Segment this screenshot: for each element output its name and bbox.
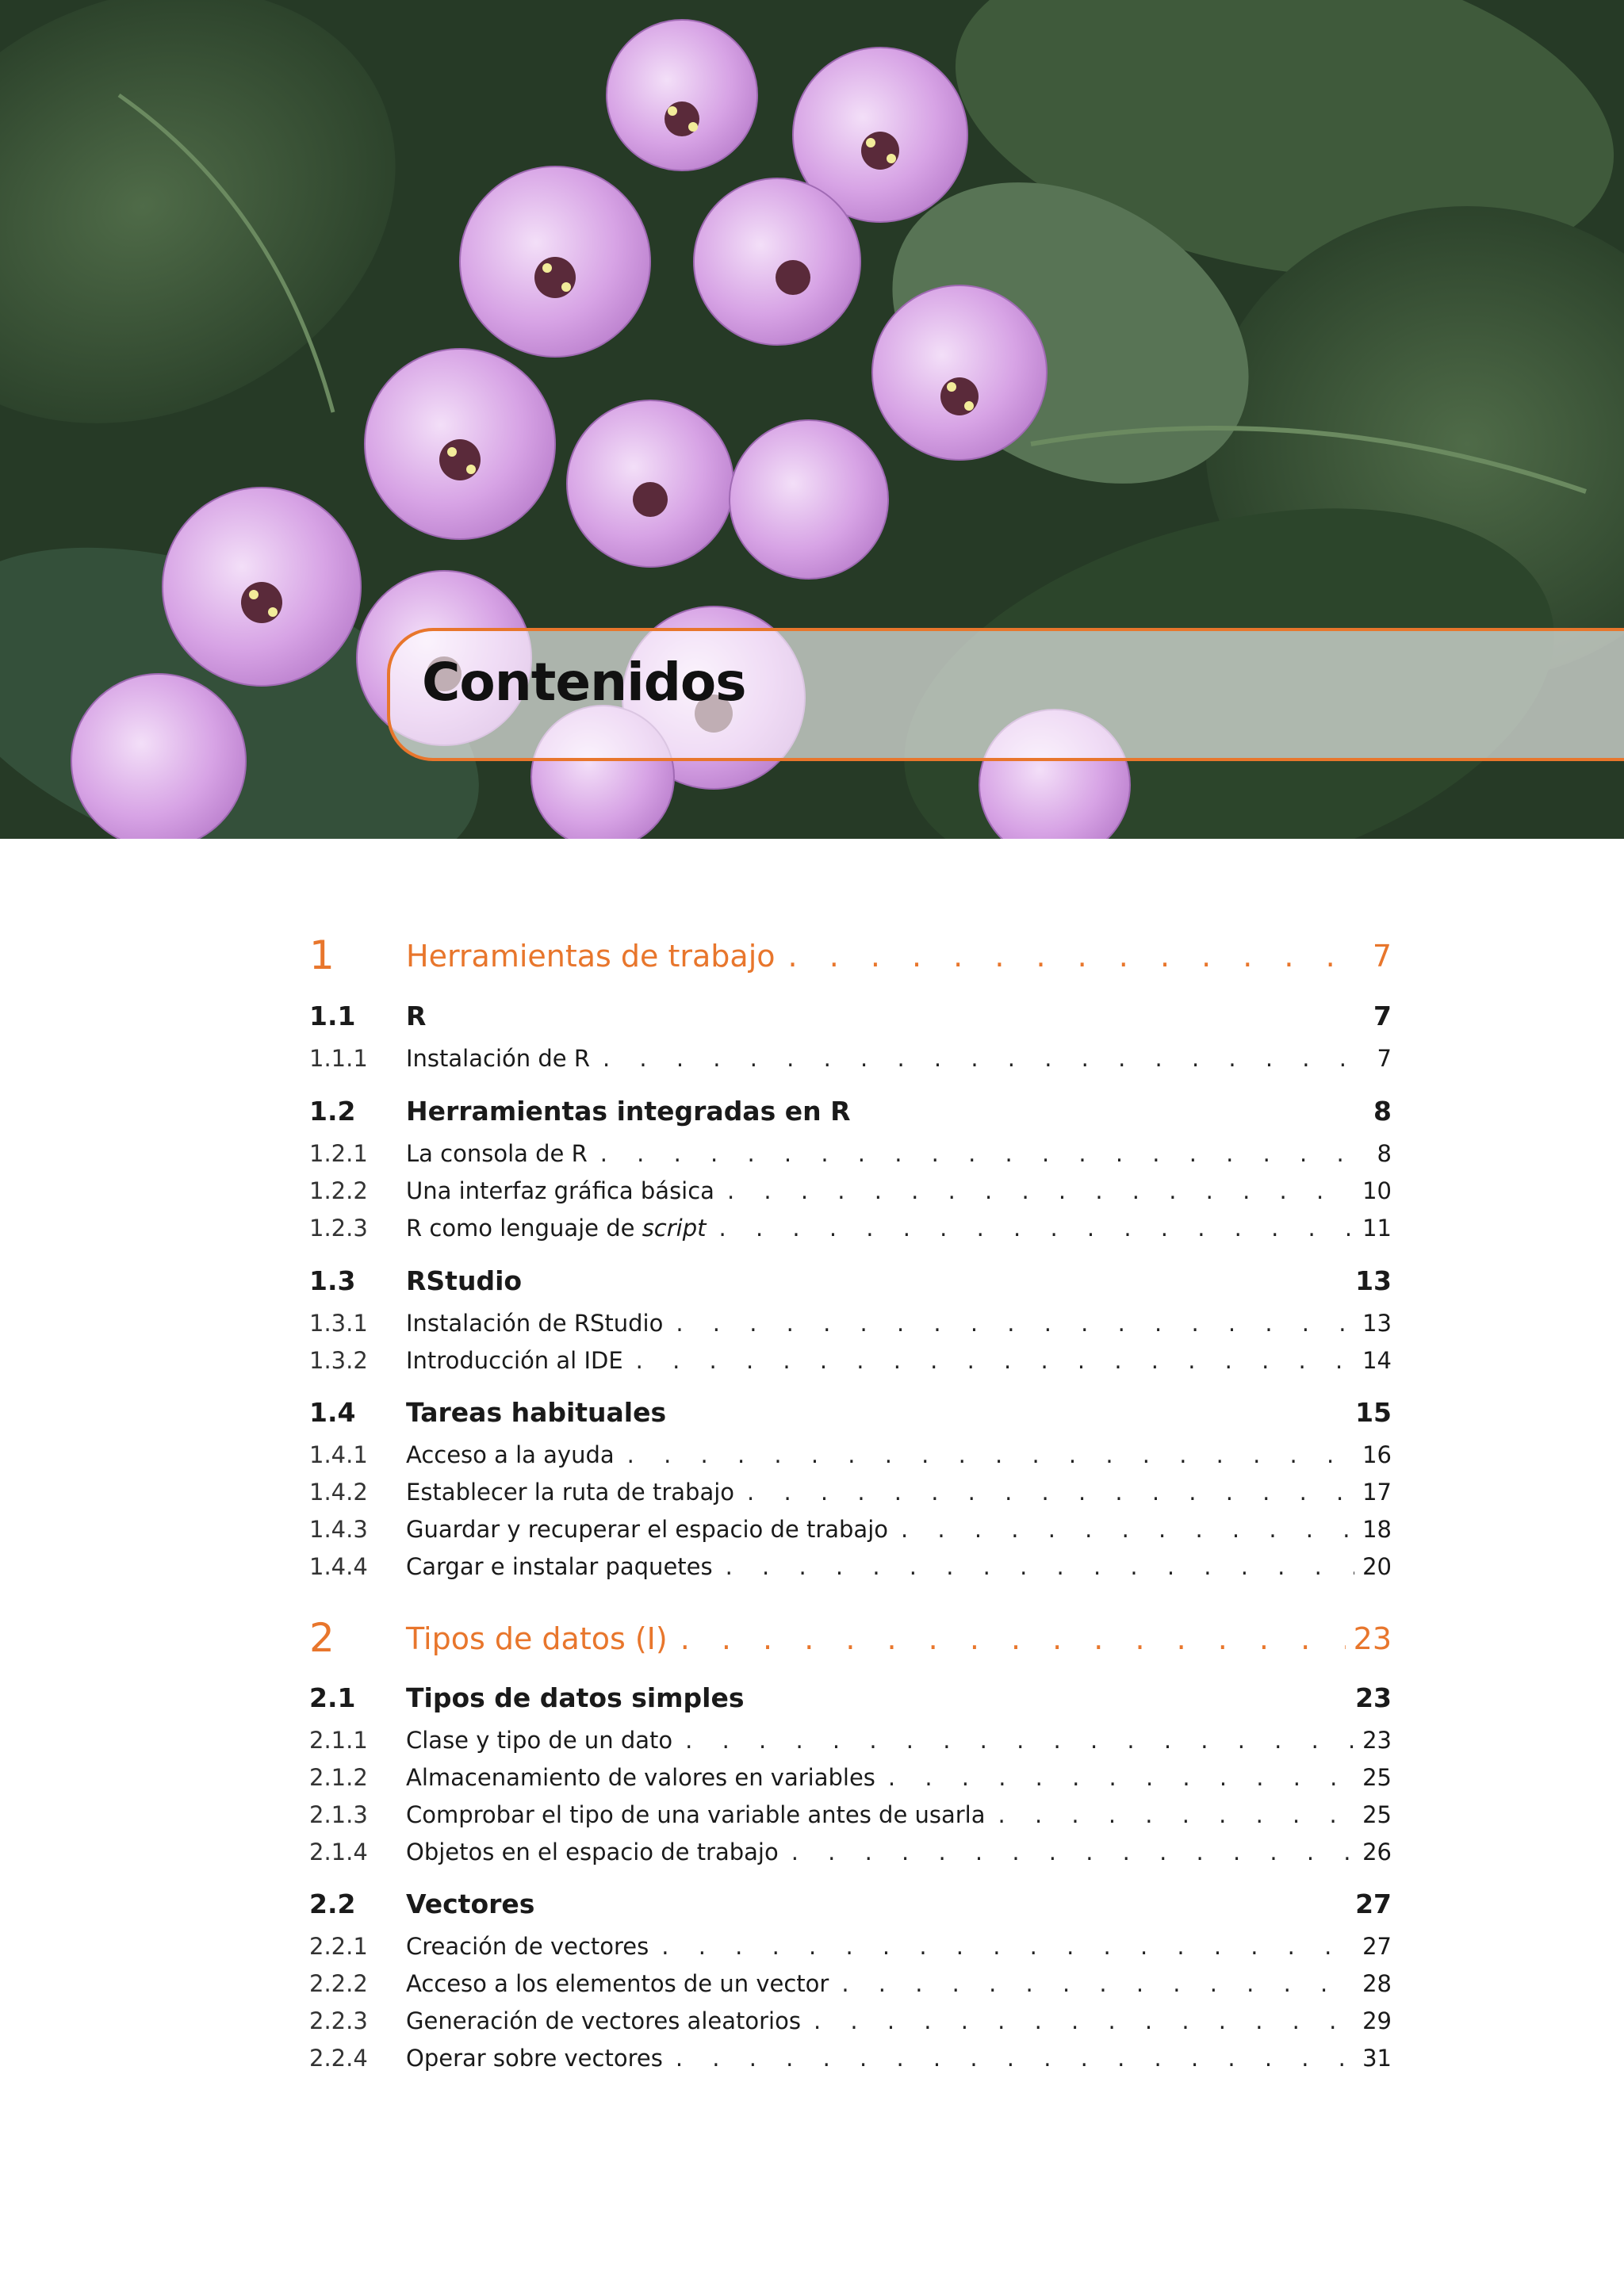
subsection-title-italic: script (642, 1215, 707, 1242)
subsection-number: 1.1.1 (309, 1045, 368, 1072)
leader-dots (676, 1310, 1354, 1337)
section-title: Tareas habituales (406, 1397, 667, 1428)
section-title: Tipos de datos simples (406, 1682, 745, 1713)
subsection-number: 2.2.3 (309, 2007, 368, 2034)
leader-dots (727, 1177, 1354, 1204)
subsection-number: 1.3.2 (309, 1347, 368, 1374)
leader-dots (627, 1441, 1354, 1468)
section-number: 1.2 (309, 1096, 356, 1127)
leader-dots (661, 1933, 1354, 1960)
leader-dots (600, 1140, 1369, 1167)
subsection-number: 1.4.2 (309, 1479, 368, 1506)
page-number: 27 (1355, 1888, 1392, 1919)
page-number: 29 (1362, 2007, 1392, 2034)
page-number: 23 (1355, 1682, 1392, 1713)
section-number: 1.1 (309, 1001, 356, 1031)
page-number: 17 (1362, 1479, 1392, 1506)
leader-dots (603, 1045, 1369, 1072)
section-title: Herramientas integradas en R (406, 1096, 851, 1127)
page-number: 14 (1362, 1347, 1392, 1374)
section-title: R (406, 1001, 427, 1031)
subsection-title: Acceso a la ayuda (406, 1441, 615, 1468)
subsection-number: 1.2.1 (309, 1140, 368, 1167)
leader-dots (814, 2007, 1354, 2034)
leader-dots (901, 1516, 1354, 1543)
subsection-title: Clase y tipo de un dato (406, 1727, 673, 1754)
page-number: 18 (1362, 1516, 1392, 1543)
section-number: 1.3 (309, 1265, 356, 1296)
page-number: 13 (1362, 1310, 1392, 1337)
page-number: 26 (1362, 1839, 1392, 1866)
page-number: 11 (1362, 1215, 1392, 1242)
leader-dots (788, 939, 1365, 974)
chapter-number: 1 (309, 932, 335, 978)
page-number: 7 (1373, 1001, 1392, 1031)
page-number: 20 (1362, 1553, 1392, 1580)
section-title: Vectores (406, 1888, 535, 1919)
subsection-title: Creación de vectores (406, 1933, 649, 1960)
page-number: 27 (1362, 1933, 1392, 1960)
subsection-number: 2.2.4 (309, 2045, 368, 2072)
subsection-title: Cargar e instalar paquetes (406, 1553, 713, 1580)
page-number: 23 (1362, 1727, 1392, 1754)
page-number: 7 (1372, 939, 1392, 974)
chapter-number: 2 (309, 1615, 335, 1661)
subsection-number: 2.1.1 (309, 1727, 368, 1754)
leader-dots (719, 1215, 1355, 1242)
leader-dots (888, 1764, 1354, 1791)
chapter-title: Tipos de datos (I) (406, 1621, 668, 1656)
section-title: RStudio (406, 1265, 523, 1296)
leader-dots (636, 1347, 1354, 1374)
subsection-number: 2.2.2 (309, 1970, 368, 1997)
subsection-number: 1.4.4 (309, 1553, 368, 1580)
page-number: 13 (1355, 1265, 1392, 1296)
subsection-title: Establecer la ruta de trabajo (406, 1479, 735, 1506)
page-number: 8 (1373, 1096, 1392, 1127)
leader-dots (676, 2045, 1354, 2072)
subsection-number: 2.1.2 (309, 1764, 368, 1791)
subsection-number: 1.4.1 (309, 1441, 368, 1468)
leader-dots (747, 1479, 1354, 1506)
page-title: Contenidos (422, 652, 746, 713)
page-number: 15 (1355, 1397, 1392, 1428)
subsection-title: Almacenamiento de valores en variables (406, 1764, 875, 1791)
page-number: 16 (1362, 1441, 1392, 1468)
section-number: 1.4 (309, 1397, 356, 1428)
subsection-title: R como lenguaje de script (406, 1215, 707, 1242)
page-number: 25 (1362, 1801, 1392, 1828)
subsection-number: 2.2.1 (309, 1933, 368, 1960)
subsection-title: Objetos en el espacio de trabajo (406, 1839, 779, 1866)
section-number: 2.1 (309, 1682, 356, 1713)
leader-dots (726, 1553, 1354, 1580)
subsection-title: Acceso a los elementos de un vector (406, 1970, 829, 1997)
subsection-number: 2.1.4 (309, 1839, 368, 1866)
subsection-title: Instalación de RStudio (406, 1310, 664, 1337)
subsection-title: Operar sobre vectores (406, 2045, 663, 2072)
section-number: 2.2 (309, 1888, 356, 1919)
subsection-title: Generación de vectores aleatorios (406, 2007, 801, 2034)
subsection-title: Introducción al IDE (406, 1347, 623, 1374)
subsection-number: 2.1.3 (309, 1801, 368, 1828)
leader-dots (791, 1839, 1354, 1866)
subsection-number: 1.2.2 (309, 1177, 368, 1204)
subsection-title: Instalación de R (406, 1045, 590, 1072)
leader-dots (998, 1801, 1355, 1828)
subsection-number: 1.2.3 (309, 1215, 368, 1242)
subsection-title: Guardar y recuperar el espacio de trabajo (406, 1516, 888, 1543)
subsection-number: 1.3.1 (309, 1310, 368, 1337)
leader-dots (680, 1621, 1346, 1656)
page-number: 10 (1362, 1177, 1392, 1204)
page-number: 7 (1377, 1045, 1392, 1072)
subsection-number: 1.4.3 (309, 1516, 368, 1543)
page-number: 8 (1377, 1140, 1392, 1167)
chapter-title: Herramientas de trabajo (406, 939, 776, 974)
subsection-title: Una interfaz gráfica básica (406, 1177, 714, 1204)
page-number: 25 (1362, 1764, 1392, 1791)
subsection-title: Comprobar el tipo de una variable antes de usarla (406, 1801, 986, 1828)
leader-dots (685, 1727, 1354, 1754)
subsection-title: La consola de R (406, 1140, 588, 1167)
page-number: 23 (1353, 1621, 1392, 1656)
page-number: 28 (1362, 1970, 1392, 1997)
page-number: 31 (1362, 2045, 1392, 2072)
leader-dots (841, 1970, 1354, 1997)
